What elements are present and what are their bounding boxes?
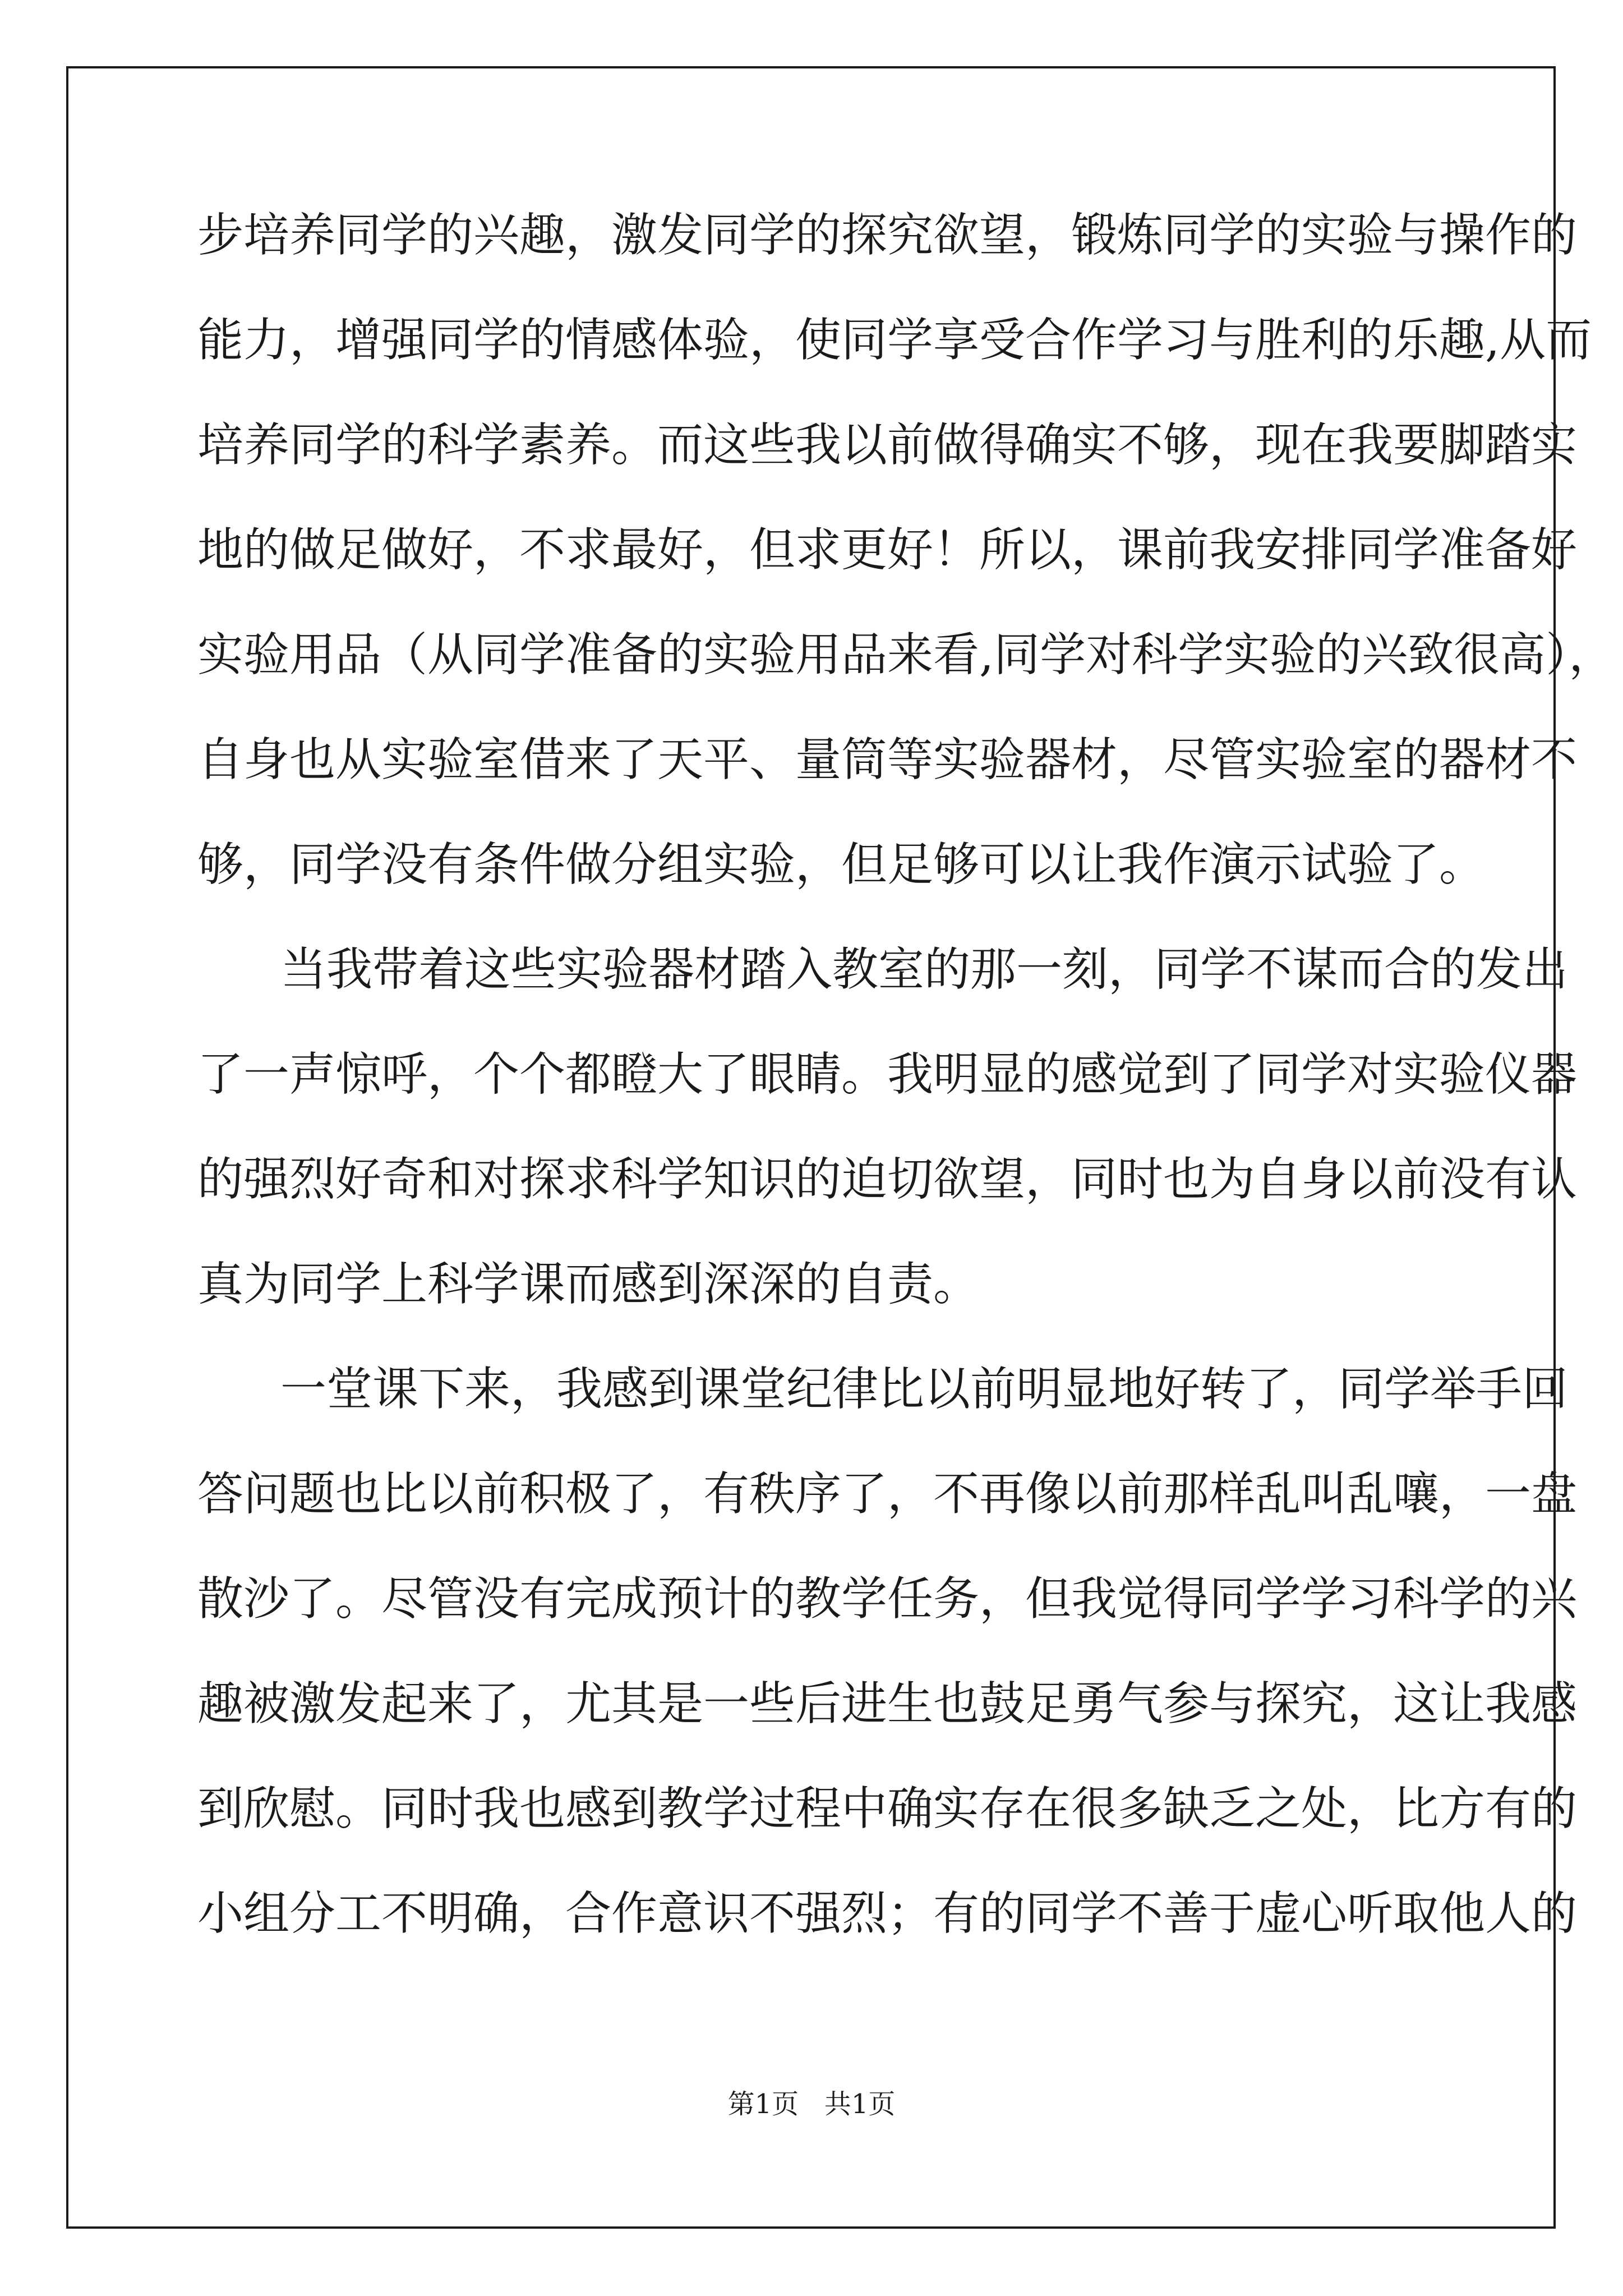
text-line: 了一声惊呼，个个都瞪大了眼睛。我明显的感觉到了同学对实验仪器 — [197, 1048, 1578, 1101]
text-line: 地的做足做好，不求最好，但求更好！所以，课前我安排同学准备好 — [197, 523, 1578, 577]
text-line: 自身也从实验室借来了天平、量筒等实验器材，尽管实验室的器材不 — [197, 733, 1578, 786]
text-line: 散沙了。尽管没有完成预计的教学任务，但我觉得同学学习科学的兴 — [197, 1572, 1578, 1626]
document-body — [197, 209, 1615, 2001]
text-line: 答问题也比以前积极了，有秩序了，不再像以前那样乱叫乱嚷，一盘 — [197, 1467, 1578, 1521]
paragraph-first-line: 当我带着这些实验器材踏入教室的那一刻，同学不谋而合的发出 — [280, 943, 1569, 996]
text-line: 的强烈好奇和对探求科学知识的迫切欲望，同时也为自身以前没有认 — [197, 1153, 1578, 1206]
text-line: 到欣慰。同时我也感到教学过程中确实存在很多缺乏之处，比方有的 — [197, 1782, 1578, 1835]
text-line: 够，同学没有条件做分组实验，但足够可以让我作演示试验了。 — [197, 838, 1486, 891]
paragraph-first-line: 一堂课下来，我感到课堂纪律比以前明显地好转了，同学举手回 — [280, 1363, 1569, 1416]
text-line: 趣被激发起来了，尤其是一些后进生也鼓足勇气参与探究，这让我感 — [197, 1677, 1578, 1731]
text-line: 步培养同学的兴趣，激发同学的探究欲望，锻炼同学的实验与操作的 — [197, 209, 1578, 262]
text-line: 能力，增强同学的情感体验，使同学享受合作学习与胜利的乐趣,从而 — [197, 314, 1592, 367]
text-line: 培养同学的科学素养。而这些我以前做得确实不够，现在我要脚踏实 — [197, 418, 1578, 472]
text-line: 小组分工不明确，合作意识不强烈；有的同学不善于虚心听取他人的 — [197, 1887, 1578, 1940]
text-line: 实验用品（从同学准备的实验用品来看,同学对科学实验的兴致很高）， — [197, 628, 1615, 682]
page-number-footer: 第1页 共1页 — [727, 2088, 896, 2120]
text-line: 真为同学上科学课而感到深深的自责。 — [197, 1258, 980, 1311]
